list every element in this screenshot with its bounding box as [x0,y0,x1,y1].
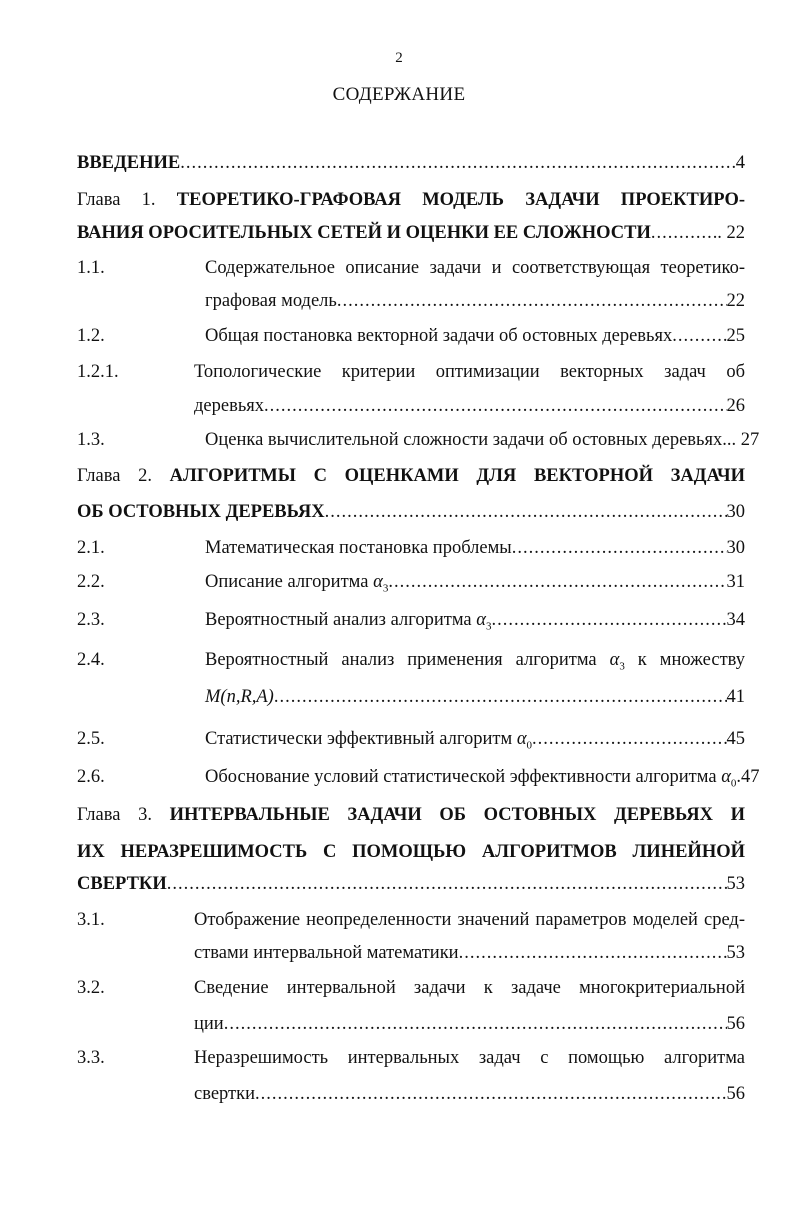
entry-title: ВАНИЯ ОРОСИТЕЛЬНЫХ СЕТЕЙ И ОЦЕНКИ ЕЕ СЛОЖНОСТИ [77,223,651,243]
entry-title: Содержательное описание задачи и соответствующая теоретико- [205,258,745,278]
dot-leader [255,1082,726,1106]
symbol: α [609,650,620,670]
entry-text [205,727,532,758]
entry-title: Топологические критерии оптимизации векторных задач об [194,362,745,382]
entry-text [205,608,491,639]
toc-entry-line[interactable] [77,872,745,896]
entry-title: ствами интервальной математики [194,943,459,963]
page-ref: 56 [726,1014,745,1034]
chapter-label: Глава 3. [77,805,152,825]
entry-title-tail: к множеству [637,650,745,670]
page-ref: .47 [736,767,760,787]
entry-text [77,221,651,245]
entry-title: Обоснование условий статистической эффективности алгоритма [205,767,722,787]
entry-number: 2.2. [77,572,105,592]
page-ref: 26 [726,396,745,416]
toc-entry-line[interactable] [77,570,745,594]
toc-entry-line[interactable] [77,765,760,790]
toc-entry-line[interactable] [77,803,745,827]
entry-title: Общая постановка векторной задачи об остовных деревьях [205,326,673,346]
toc-entry-line[interactable] [77,188,745,212]
symbol: α [373,572,383,592]
entry-text [194,941,459,965]
page-ref: 30 [726,502,745,522]
page-ref: 30 [726,538,745,558]
entry-title: ОБ ОСТОВНЫХ ДЕРЕВЬЯХ [77,502,325,522]
toc-entry-line[interactable] [77,976,745,1000]
entry-text [205,570,388,601]
entry-text [194,1082,255,1106]
entry-number: 2.5. [77,729,105,749]
entry-number: 3.3. [77,1048,105,1068]
dot-leader [512,536,727,560]
dot-leader [325,500,727,524]
page-ref: . 22 [717,223,745,243]
dot-leader [264,394,726,418]
page-ref: ... 27 [722,430,760,450]
entry-number: 1.2. [77,326,105,346]
symbol-subscript: 0 [526,739,533,752]
entry-number: 3.1. [77,910,105,930]
entry-text [77,872,167,896]
dot-leader [180,151,736,175]
page-ref: 25 [726,326,745,346]
math-symbol [516,729,533,752]
dot-leader [274,685,727,709]
page-ref: 53 [726,874,745,894]
entry-text [205,765,736,796]
entry-title: графовая модель [205,291,337,311]
dot-leader [651,221,717,245]
math-expression: M(n,R,A) [205,687,274,707]
math-symbol [610,650,625,670]
entry-number: 2.3. [77,610,105,630]
entry-title: Оценка вычислительной сложности задачи об остовных деревьях [205,430,723,450]
entry-text [205,685,274,709]
toc-entry-line[interactable] [77,536,745,560]
symbol-subscript: 3 [619,660,625,672]
page-ref: 22 [726,291,745,311]
entry-text [205,324,672,348]
math-symbol [373,572,389,595]
entry-text [77,500,325,524]
toc-entry-line[interactable] [77,908,745,932]
toc-entry-line[interactable] [77,500,745,524]
toc-entry-line[interactable] [77,727,745,751]
dot-leader [224,1012,727,1036]
page-ref: 4 [735,153,745,173]
entry-title: СВЕРТКИ [77,874,167,894]
toc-entry-line[interactable] [77,1082,745,1106]
math-symbol [476,610,492,633]
chapter-label: Глава 2. [77,466,152,486]
entry-text [77,151,180,175]
entry-title: АЛГОРИТМЫ С ОЦЕНКАМИ ДЛЯ ВЕКТОРНОЙ ЗАДАЧИ [169,466,745,486]
entry-number: 2.4. [77,650,105,670]
entry-number: 2.6. [77,767,105,787]
math-symbol [721,767,737,790]
toc-entry-line[interactable] [77,608,745,632]
entry-title: свертки [194,1084,256,1104]
toc-entry-line[interactable] [77,360,745,384]
page-ref: 45 [726,729,745,749]
page-number: 2 [395,50,403,66]
entry-title: Сведение интервальной задачи к задаче многокритериальной [194,978,745,998]
dot-leader [532,727,726,751]
entry-text [194,1012,224,1036]
entry-title: ВВЕДЕНИЕ [77,153,181,173]
toc-entry-line[interactable] [77,221,745,245]
entry-title: ТЕОРЕТИКО-ГРАФОВАЯ МОДЕЛЬ ЗАДАЧИ ПРОЕКТИРО- [176,190,745,210]
entry-text [205,428,722,452]
entry-title: Математическая постановка проблемы [205,538,512,558]
entry-number: 1.3. [77,430,105,450]
entry-title: ИХ НЕРАЗРЕШИМОСТЬ С ПОМОЩЬЮ АЛГОРИТМОВ ЛИНЕЙНОЙ [77,842,745,862]
entry-title: деревьях [194,396,265,416]
toc-entry-line[interactable] [77,151,745,175]
entry-title: Статистически эффективный алгоритм [205,729,517,749]
entry-text [205,289,337,313]
toc-entry-line[interactable] [77,648,745,672]
page-ref: 53 [726,943,745,963]
toc-entry-line[interactable] [77,1012,745,1036]
dot-leader [388,570,726,594]
symbol-subscript: 3 [382,582,389,595]
chapter-label: Глава 1. [77,190,156,210]
entry-number: 1.2.1. [77,362,119,382]
entry-title: Вероятностный анализ алгоритма [205,610,477,630]
toc-entry-line[interactable] [77,428,760,452]
page-title: СОДЕРЖАНИЕ [332,84,466,105]
entry-title: ИНТЕРВАЛЬНЫЕ ЗАДАЧИ ОБ ОСТОВНЫХ ДЕРЕВЬЯХ И [169,805,745,825]
symbol: α [476,610,486,630]
entry-number: 3.2. [77,978,105,998]
entry-title: Отображение неопределенности значений параметров моделей сред- [194,910,745,930]
toc-entry-line[interactable] [77,394,745,418]
symbol: α [516,729,527,749]
toc-entry-line[interactable] [77,1046,745,1070]
entry-text [205,536,512,560]
dot-leader [491,608,726,632]
entry-title: Вероятностный анализ применения алгоритма [205,650,597,670]
toc-entry-line[interactable] [77,324,745,348]
page-ref: 31 [726,572,745,592]
symbol-subscript: 3 [485,620,492,633]
toc-entry-line[interactable] [77,289,745,313]
toc-entry-line[interactable] [77,256,745,280]
entry-number: 2.1. [77,538,105,558]
toc-entry-line[interactable] [77,941,745,965]
toc-entry-line[interactable] [77,840,745,864]
dot-leader [337,289,727,313]
dot-leader [459,941,727,965]
entry-number: 1.1. [77,258,105,278]
dot-leader [167,872,727,896]
symbol: α [721,767,731,787]
toc-entry-line[interactable] [77,464,745,488]
toc-entry-line[interactable] [77,685,745,709]
page-ref: 34 [726,610,745,630]
entry-title: ции [194,1014,224,1034]
entry-title: Неразрешимость интервальных задач с помощью алгоритма [194,1048,745,1068]
entry-title: Описание алгоритма [205,572,374,592]
dot-leader [672,324,726,348]
entry-text [194,394,264,418]
page-ref: 41 [726,687,745,707]
symbol-subscript: 0 [730,777,737,790]
page-ref: 56 [726,1084,745,1104]
